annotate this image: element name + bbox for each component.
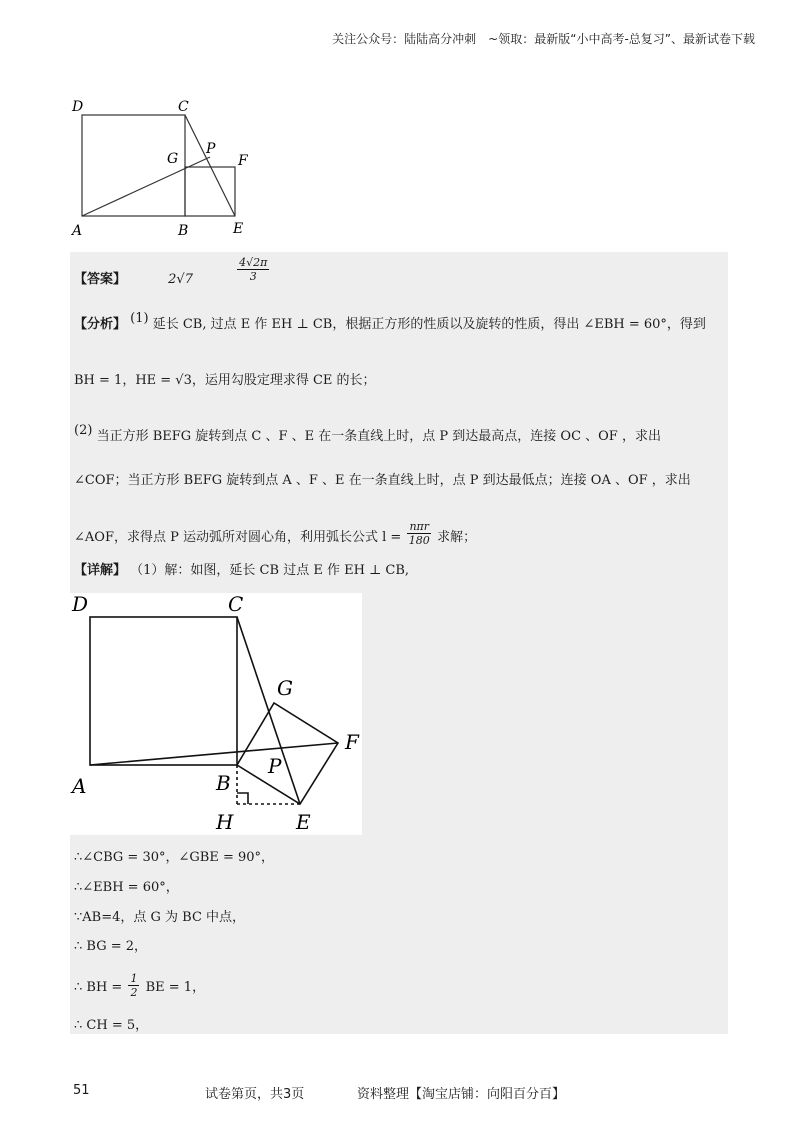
step-5-fraction [128, 972, 139, 999]
label-c-2: C [228, 593, 244, 616]
analysis-part2-text-c1: ∠AOF，求得点 P 运动弧所对圆心角，利用弧长公式 l = [74, 530, 402, 545]
step-5-fraction-den: 2 [130, 986, 138, 999]
detail-line [74, 562, 409, 580]
analysis-part2-number: (2) [74, 423, 93, 438]
footer-source: 资料整理【淘宝店铺：向阳百分百】 [357, 1087, 566, 1102]
label-f-2: F [345, 730, 359, 754]
step-2: ∴∠EBH = 60°， [74, 880, 179, 895]
detail-intro: （1）解：如图，延长 CB 过点 E 作 EH ⊥ CB, [130, 563, 410, 578]
step-6: ∴ CH = 5， [74, 1018, 149, 1033]
label-g: G [167, 151, 179, 167]
answer-value-2-den: 3 [249, 270, 257, 283]
square-abcd-2 [90, 617, 237, 765]
label-a-2: A [72, 774, 87, 798]
analysis-line-2 [74, 372, 376, 390]
analysis-part2-text-b: ∠COF；当正方形 BEFG 旋转到点 A 、F 、E 在一条直线上时，点 P 到达最低点；连接 OA 、OF ，求出 [74, 473, 691, 488]
label-p: P [206, 141, 216, 157]
detail-label: 【详解】 [74, 563, 127, 578]
analysis-line-5 [74, 520, 477, 551]
page-header: 关注公众号：陆陆高分冲刺 ~领取：最新版“小中高考-总复习”、最新试卷下载 [332, 32, 755, 46]
label-h-2: H [216, 810, 234, 834]
page-number: 51 [73, 1083, 90, 1098]
footer-page-info: 试卷第页，共3页 [205, 1087, 305, 1102]
segment-ap [82, 157, 210, 216]
label-a: A [72, 223, 83, 239]
label-e: E [233, 221, 244, 237]
answer-value-1: 2√7 [168, 272, 193, 287]
right-angle-mark [237, 793, 248, 804]
analysis-part1-text-a: 延长 CB, 过点 E 作 EH ⊥ CB，根据正方形的性质以及旋转的性质，得出 ∠EBH = 60°，得到 [152, 317, 706, 332]
geometry-figure-1 [70, 95, 270, 245]
arc-formula-num: nπr [409, 520, 430, 533]
arc-length-formula [407, 520, 431, 547]
analysis-part2-text-a: 当正方形 BEFG 旋转到点 C 、F 、E 在一条直线上时，点 P 到达最高点，连接 OC 、OF ，求出 [96, 429, 661, 444]
step-4: ∴ BG = 2， [74, 939, 148, 954]
answer-value-2 [237, 256, 269, 283]
label-b-2: B [216, 771, 231, 795]
analysis-part1-number: (1) [130, 311, 149, 326]
segment-af [90, 743, 338, 765]
label-c: C [178, 99, 189, 115]
step-1: ∴∠CBG = 30°，∠GBE = 90°， [74, 850, 275, 865]
label-d: D [72, 99, 84, 115]
label-f: F [238, 153, 248, 169]
analysis-line-1 [74, 311, 706, 334]
step-5-b: BE = 1， [145, 980, 206, 995]
label-d-2: D [72, 593, 89, 616]
answer-value-2-num: 4√2π [239, 256, 268, 269]
analysis-line-3 [74, 423, 661, 446]
step-5-a: ∴ BH = [74, 980, 123, 995]
analysis-part2-text-c2: 求解； [437, 530, 477, 545]
label-g-2: G [277, 676, 293, 700]
answer-label: 【答案】 [74, 272, 127, 287]
analysis-line-4 [74, 472, 691, 490]
analysis-part1-text-b: BH = 1，HE = √3，运用勾股定理求得 CE 的长； [74, 373, 376, 388]
label-p-2: P [268, 754, 282, 778]
label-b: B [178, 223, 189, 239]
label-e-2: E [296, 810, 311, 834]
step-5 [74, 974, 205, 1001]
step-3: ∵AB=4，点 G 为 BC 中点， [74, 910, 246, 925]
square-bgfe [185, 167, 235, 216]
arc-formula-den: 180 [408, 534, 430, 547]
step-5-fraction-num: 1 [130, 972, 138, 985]
geometry-figure-2 [70, 593, 362, 835]
square-bgfe-rotated [237, 703, 338, 804]
analysis-label: 【分析】 [74, 317, 127, 332]
